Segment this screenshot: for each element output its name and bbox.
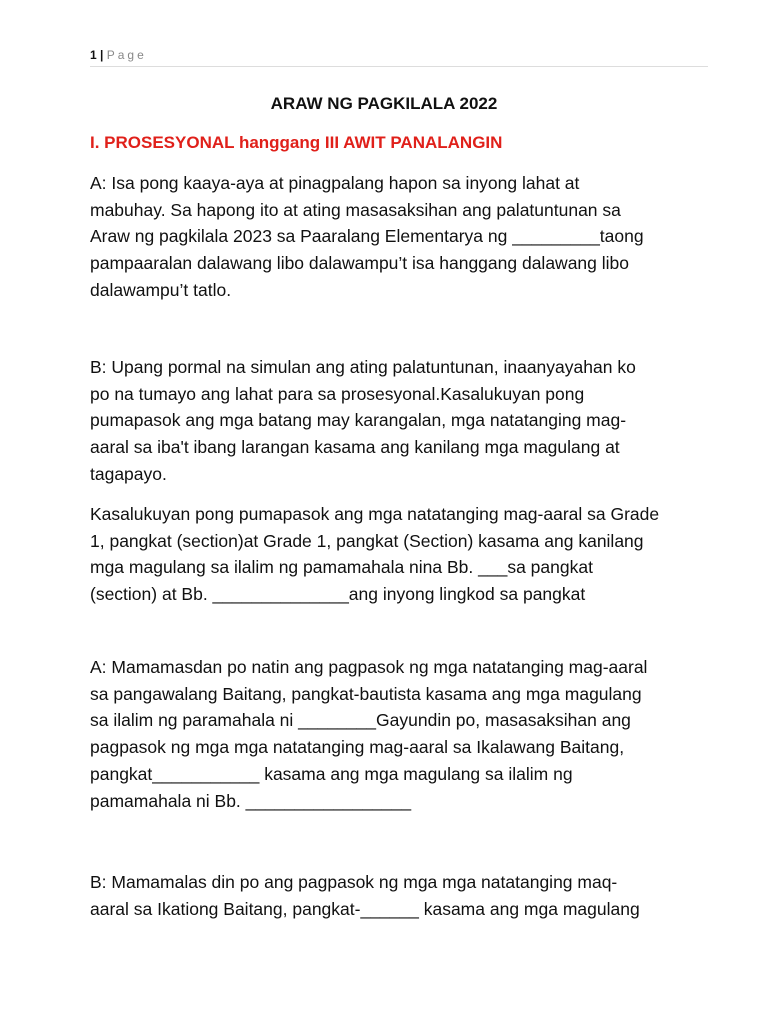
text-line: tagapayo.	[90, 463, 167, 484]
text-line: aaral sa Ikationg Baitang, pangkat-______ kasama ang mga magulang	[90, 898, 640, 919]
text-line: po na tumayo ang lahat para sa prosesyonal.Kasalukuyan pong	[90, 383, 585, 404]
text-line: mabuhay. Sa hapong ito at ating masasaksihan ang palatuntunan sa	[90, 199, 621, 220]
text-line: 1, pangkat (section)at Grade 1, pangkat (Section) kasama ang kanilang	[90, 530, 644, 551]
text-line: pagpasok ng mga mga natatanging mag-aaral sa Ikalawang Baitang,	[90, 737, 625, 758]
text-line: pumapasok ang mga batang may karangalan, mga natatanging mag-	[90, 410, 627, 431]
text-line: B: Upang pormal na simulan ang ating palatuntunan, inaanyayahan ko	[90, 357, 636, 377]
text-line: Kasalukuyan pong pumapasok ang mga natatanging mag-aaral sa Grade	[90, 504, 660, 524]
text-line: sa pangawalang Baitang, pangkat-bautista kasama ang mga magulang	[90, 683, 642, 704]
paragraph	[90, 654, 647, 814]
paragraph	[90, 354, 636, 488]
text-line: pangkat___________ kasama ang mga magulang sa ilalim ng	[90, 763, 573, 784]
page-header	[90, 48, 147, 62]
text-line: Araw ng pagkilala 2023 sa Paaralang Elementarya ng _________taong	[90, 226, 644, 247]
text-line: A: Isa pong kaaya-aya at pinagpalang hapon sa inyong lahat at	[90, 173, 580, 193]
text-line: B: Mamamalas din po ang pagpasok ng mga mga natatanging maq-	[90, 872, 618, 892]
paragraph	[90, 501, 659, 608]
text-line: aaral sa iba't ibang larangan kasama ang kanilang mga magulang at	[90, 437, 620, 458]
text-line: mga magulang sa ilalim ng pamamahala nina Bb. ___sa pangkat	[90, 557, 593, 578]
text-line: sa ilalim ng paramahala ni ________Gayundin po, masasaksihan ang	[90, 710, 631, 731]
text-line: dalawampu’t tatlo.	[90, 279, 232, 300]
page-number: 1	[90, 48, 97, 62]
header-rule	[90, 66, 708, 67]
section-heading: I. PROSESYONAL hanggang III AWIT PANALANGIN	[90, 133, 503, 152]
text-line: pamamahala ni Bb. _________________	[90, 790, 412, 811]
text-line: (section) at Bb. ______________ang inyong lingkod sa pangkat	[90, 584, 586, 605]
document-title: ARAW NG PAGKILALA 2022	[270, 94, 498, 113]
text-line: A: Mamamasdan po natin ang pagpasok ng mga natatanging mag-aaral	[90, 657, 648, 677]
header-separator: |	[100, 48, 104, 62]
page-label: Page	[106, 48, 147, 62]
paragraph	[90, 170, 644, 304]
paragraph	[90, 869, 640, 922]
text-line: pampaaralan dalawang libo dalawampu’t isa hanggang dalawang libo	[90, 253, 629, 274]
